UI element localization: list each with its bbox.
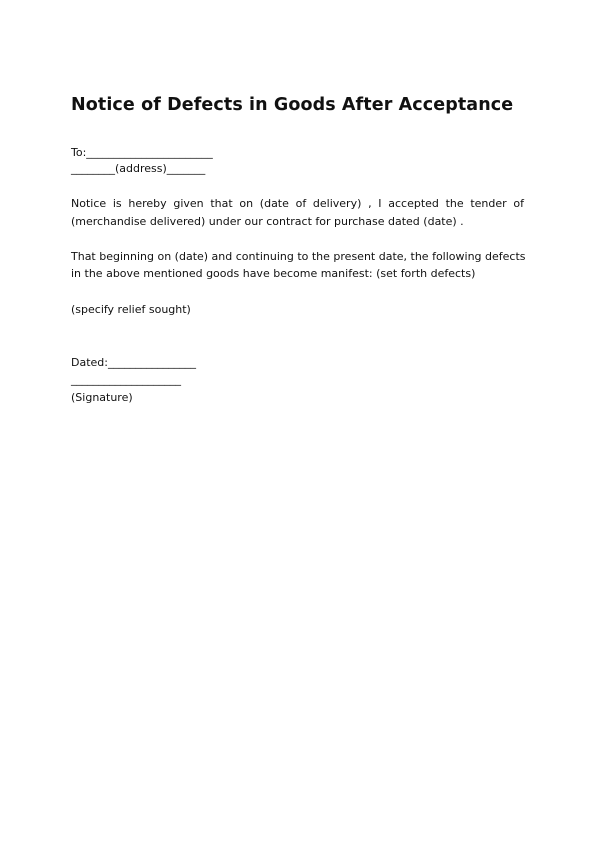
dated-line: Dated:________________ <box>71 356 196 369</box>
signature-blank: ____________________ <box>71 373 181 386</box>
signature-label: (Signature) <box>71 391 133 404</box>
notice-paragraph-line-1: Notice is hereby given that on (date of delivery) , I accepted the tender of <box>71 197 524 210</box>
defects-paragraph-line-1: That beginning on (date) and continuing to the present date, the following defects <box>71 250 526 263</box>
document-title: Notice of Defects in Goods After Acceptance <box>71 95 514 115</box>
notice-paragraph-line-2: (merchandise delivered) under our contract for purchase dated (date) . <box>71 215 464 228</box>
to-line: To:_______________________ <box>71 146 213 159</box>
address-line: ________(address)_______ <box>71 162 206 175</box>
defects-paragraph-line-2: in the above mentioned goods have become manifest: (set forth defects) <box>71 267 476 280</box>
relief-line: (specify relief sought) <box>71 303 191 316</box>
